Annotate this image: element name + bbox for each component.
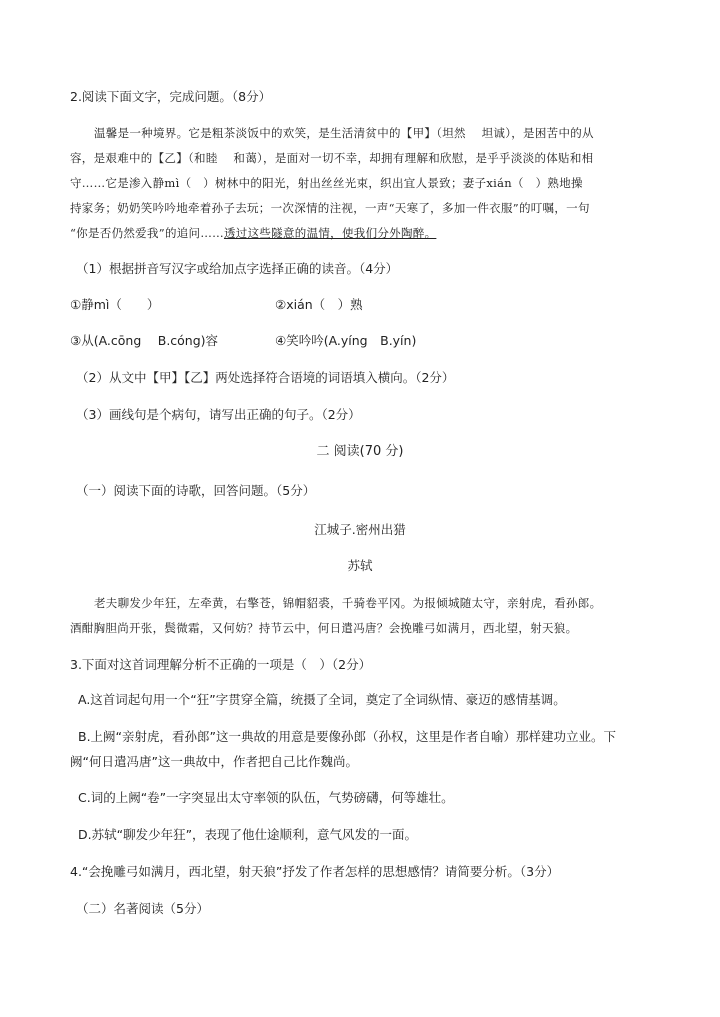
question-3-stem: 3.下面对这首词理解分析不正确的一项是（ ）（2分） <box>70 657 372 672</box>
passage-line-last <box>70 225 436 241</box>
passage-line: 持家务；奶奶笑吟吟地牵着孙子去玩；一次深情的注视，一声“天寒了，多加一件衣服”的叮嘱，一句 <box>70 201 590 215</box>
poem-title: 江城子.密州出猎 <box>314 522 406 537</box>
choice-a: A.这首词起句用一个“狂”字贯穿全篇，统摄了全词，奠定了全词纵情、豪迈的感情基调。 <box>78 692 566 707</box>
sub-question-3: （3）画线句是个病句，请写出正确的句子。（2分） <box>76 407 361 422</box>
passage-plain-text: “你是否仍然爱我”的追问…… <box>70 226 224 240</box>
question-4-stem: 4.“会挽雕弓如满月，西北望，射天狼”抒发了作者怎样的思想感情？请简要分析。（3分） <box>70 864 560 879</box>
poem-line: 酒酣胸胆尚开张，鬓微霜，又何妨？持节云中，何日遣冯唐？会挽雕弓如满月，西北望，射天狼。 <box>70 621 578 635</box>
question-2-title: 2.阅读下面文字，完成问题。（8分） <box>70 89 272 104</box>
choice-d: D.苏轼“聊发少年狂”，表现了他仕途顺利，意气风发的一面。 <box>78 827 418 842</box>
section-heading: 二 阅读(70 分) <box>316 444 404 459</box>
part-1-heading: （一）阅读下面的诗歌，回答问题。（5分） <box>76 483 316 498</box>
option-4: ④笑吟吟(A.yíng B.yín) <box>275 333 417 348</box>
passage-line: 守……它是渗入静mì（ ）树林中的阳光，射出丝丝光束，织出宜人景致；妻子xián（ ）熟地操 <box>70 176 583 190</box>
underlined-sentence: 透过这些隧意的温情，使我们分外陶醉。 <box>223 226 437 240</box>
poem-line: 老夫聊发少年狂，左牵黄，右擎苍，锦帽貂裘，千骑卷平冈。为报倾城随太守，亲射虎，看孙郎。 <box>94 596 602 610</box>
poem-author: 苏轼 <box>347 558 373 573</box>
option-3: ③从(A.cōng B.cóng)容 <box>70 333 219 348</box>
passage-line: 容，是艰难中的【乙】（和睦 和蔼），是面对一切不幸，却拥有理解和欣慰，是乎乎淡淡的体贴和相 <box>70 151 594 165</box>
passage-line: 温馨是一种境界。它是粗茶淡饭中的欢笑，是生活清贫中的【甲】（坦然 坦诚），是困苦中的从 <box>94 126 594 140</box>
sub-question-2: （2）从文中【甲】【乙】两处选择符合语境的词语填入横向。（2分） <box>76 370 455 385</box>
option-2: ②xián（ ）熟 <box>275 297 363 312</box>
option-1: ①静mì（ ） <box>70 297 160 312</box>
choice-b-continued: 阙“何日遣冯唐”这一典故中，作者把自己比作魏尚。 <box>70 754 358 769</box>
sub-question-1: （1）根据拼音写汉字或给加点字选择正确的读音。（4分） <box>76 261 399 276</box>
choice-b: B.上阙“亲射虎，看孙郎”这一典故的用意是要像孙郎（孙权，这里是作者自喻）那样建功立业。下 <box>78 729 617 744</box>
choice-c: C.词的上阙“卷”一字突显出太守率领的队伍，气势磅礴，何等雄壮。 <box>78 790 454 805</box>
part-2-heading: （二）名著阅读（5分） <box>76 901 209 916</box>
